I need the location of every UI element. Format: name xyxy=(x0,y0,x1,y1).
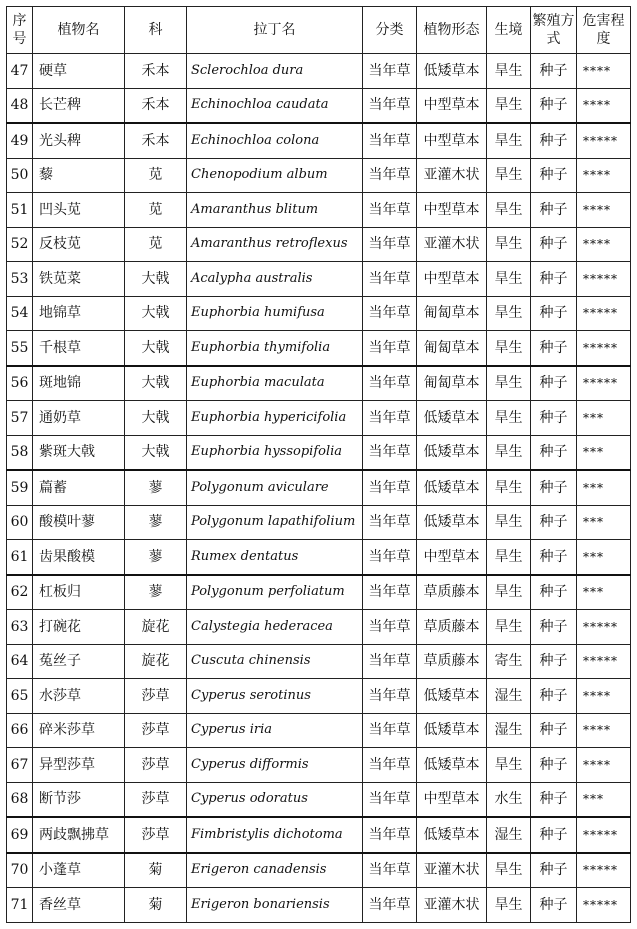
latin-name-cell: Polygonum lapathifolium xyxy=(187,505,363,540)
table-row xyxy=(7,505,631,540)
plant-form-cell: 草质藤本 xyxy=(417,610,487,645)
family-cell: 菊 xyxy=(125,888,187,923)
table-row xyxy=(7,331,631,366)
table-row xyxy=(7,644,631,679)
habitat-cell: 旱生 xyxy=(487,610,531,645)
serial-cell: 63 xyxy=(7,610,33,645)
category-cell: 当年草 xyxy=(363,540,417,575)
habitat-cell: 旱生 xyxy=(487,888,531,923)
latin-name-cell: Euphorbia humifusa xyxy=(187,296,363,331)
harm-level-cell: **** xyxy=(577,227,631,262)
habitat-cell: 旱生 xyxy=(487,227,531,262)
harm-level-cell: **** xyxy=(577,748,631,783)
serial-cell: 55 xyxy=(7,331,33,366)
habitat-cell: 旱生 xyxy=(487,54,531,89)
category-cell: 当年草 xyxy=(363,888,417,923)
harm-level-cell: *** xyxy=(577,470,631,505)
latin-name-cell: Amaranthus blitum xyxy=(187,193,363,228)
serial-cell: 71 xyxy=(7,888,33,923)
reproduction-cell: 种子 xyxy=(531,679,577,714)
table-header xyxy=(7,7,631,54)
reproduction-cell: 种子 xyxy=(531,540,577,575)
plant-name-cell: 硬草 xyxy=(33,54,125,89)
serial-cell: 53 xyxy=(7,262,33,297)
plant-name-cell: 断节莎 xyxy=(33,782,125,817)
plant-form-cell: 匍匐草本 xyxy=(417,296,487,331)
plant-form-cell: 低矮草本 xyxy=(417,748,487,783)
table-row xyxy=(7,748,631,783)
family-cell: 莎草 xyxy=(125,817,187,853)
reproduction-cell: 种子 xyxy=(531,575,577,610)
reproduction-cell: 种子 xyxy=(531,713,577,748)
header-harm-level: 危害程度 xyxy=(577,7,631,54)
category-cell: 当年草 xyxy=(363,713,417,748)
category-cell: 当年草 xyxy=(363,575,417,610)
reproduction-cell: 种子 xyxy=(531,610,577,645)
reproduction-cell: 种子 xyxy=(531,853,577,888)
latin-name-cell: Chenopodium album xyxy=(187,158,363,193)
habitat-cell: 旱生 xyxy=(487,262,531,297)
serial-cell: 58 xyxy=(7,435,33,470)
plant-table-sheet xyxy=(6,6,631,923)
reproduction-cell: 种子 xyxy=(531,505,577,540)
header-reproduction: 繁殖方式 xyxy=(531,7,577,54)
reproduction-cell: 种子 xyxy=(531,470,577,505)
family-cell: 莎草 xyxy=(125,782,187,817)
plant-name-cell: 地锦草 xyxy=(33,296,125,331)
header-family: 科 xyxy=(125,7,187,54)
plant-form-cell: 低矮草本 xyxy=(417,817,487,853)
family-cell: 蓼 xyxy=(125,575,187,610)
harm-level-cell: *** xyxy=(577,401,631,436)
latin-name-cell: Cyperus odoratus xyxy=(187,782,363,817)
table-row xyxy=(7,54,631,89)
reproduction-cell: 种子 xyxy=(531,331,577,366)
family-cell: 莎草 xyxy=(125,713,187,748)
habitat-cell: 旱生 xyxy=(487,540,531,575)
plant-form-cell: 中型草本 xyxy=(417,262,487,297)
serial-cell: 60 xyxy=(7,505,33,540)
family-cell: 菊 xyxy=(125,853,187,888)
header-plant-name: 植物名 xyxy=(33,7,125,54)
plant-form-cell: 草质藤本 xyxy=(417,644,487,679)
plant-form-cell: 匍匐草本 xyxy=(417,366,487,401)
family-cell: 大戟 xyxy=(125,401,187,436)
plant-form-cell: 亚灌木状 xyxy=(417,853,487,888)
serial-cell: 49 xyxy=(7,123,33,158)
harm-level-cell: *** xyxy=(577,782,631,817)
family-cell: 禾本 xyxy=(125,123,187,158)
plant-name-cell: 紫斑大戟 xyxy=(33,435,125,470)
reproduction-cell: 种子 xyxy=(531,817,577,853)
reproduction-cell: 种子 xyxy=(531,262,577,297)
header-latin-name: 拉丁名 xyxy=(187,7,363,54)
plant-name-cell: 酸模叶蓼 xyxy=(33,505,125,540)
plant-form-cell: 中型草本 xyxy=(417,88,487,123)
header-habitat: 生境 xyxy=(487,7,531,54)
plant-name-cell: 光头稗 xyxy=(33,123,125,158)
latin-name-cell: Cyperus iria xyxy=(187,713,363,748)
serial-cell: 52 xyxy=(7,227,33,262)
family-cell: 苋 xyxy=(125,227,187,262)
latin-name-cell: Euphorbia maculata xyxy=(187,366,363,401)
table-row xyxy=(7,713,631,748)
serial-cell: 50 xyxy=(7,158,33,193)
serial-cell: 64 xyxy=(7,644,33,679)
plant-name-cell: 碎米莎草 xyxy=(33,713,125,748)
table-row xyxy=(7,782,631,817)
table-row xyxy=(7,435,631,470)
harm-level-cell: *** xyxy=(577,505,631,540)
latin-name-cell: Echinochloa colona xyxy=(187,123,363,158)
table-row xyxy=(7,123,631,158)
habitat-cell: 旱生 xyxy=(487,88,531,123)
table-body xyxy=(7,54,631,923)
plant-name-cell: 萹蓄 xyxy=(33,470,125,505)
category-cell: 当年草 xyxy=(363,227,417,262)
latin-name-cell: Euphorbia thymifolia xyxy=(187,331,363,366)
plant-form-cell: 中型草本 xyxy=(417,123,487,158)
category-cell: 当年草 xyxy=(363,193,417,228)
serial-cell: 69 xyxy=(7,817,33,853)
family-cell: 苋 xyxy=(125,158,187,193)
family-cell: 蓼 xyxy=(125,505,187,540)
table-row xyxy=(7,88,631,123)
plant-name-cell: 铁苋菜 xyxy=(33,262,125,297)
plant-form-cell: 低矮草本 xyxy=(417,401,487,436)
reproduction-cell: 种子 xyxy=(531,123,577,158)
latin-name-cell: Fimbristylis dichotoma xyxy=(187,817,363,853)
plant-name-cell: 香丝草 xyxy=(33,888,125,923)
plant-name-cell: 藜 xyxy=(33,158,125,193)
latin-name-cell: Euphorbia hyssopifolia xyxy=(187,435,363,470)
plant-form-cell: 低矮草本 xyxy=(417,505,487,540)
habitat-cell: 旱生 xyxy=(487,193,531,228)
serial-cell: 68 xyxy=(7,782,33,817)
harm-level-cell: ***** xyxy=(577,331,631,366)
reproduction-cell: 种子 xyxy=(531,54,577,89)
category-cell: 当年草 xyxy=(363,435,417,470)
table-row xyxy=(7,679,631,714)
latin-name-cell: Amaranthus retroflexus xyxy=(187,227,363,262)
plant-form-cell: 亚灌木状 xyxy=(417,227,487,262)
latin-name-cell: Erigeron bonariensis xyxy=(187,888,363,923)
reproduction-cell: 种子 xyxy=(531,435,577,470)
table-row xyxy=(7,853,631,888)
table-row xyxy=(7,296,631,331)
plant-name-cell: 齿果酸模 xyxy=(33,540,125,575)
harm-level-cell: ***** xyxy=(577,644,631,679)
category-cell: 当年草 xyxy=(363,470,417,505)
category-cell: 当年草 xyxy=(363,88,417,123)
reproduction-cell: 种子 xyxy=(531,88,577,123)
harm-level-cell: **** xyxy=(577,88,631,123)
plant-form-cell: 低矮草本 xyxy=(417,679,487,714)
harm-level-cell: *** xyxy=(577,435,631,470)
harm-level-cell: **** xyxy=(577,54,631,89)
category-cell: 当年草 xyxy=(363,366,417,401)
table-row xyxy=(7,470,631,505)
serial-cell: 59 xyxy=(7,470,33,505)
latin-name-cell: Calystegia hederacea xyxy=(187,610,363,645)
plant-name-cell: 菟丝子 xyxy=(33,644,125,679)
plant-name-cell: 通奶草 xyxy=(33,401,125,436)
harm-level-cell: ***** xyxy=(577,123,631,158)
family-cell: 大戟 xyxy=(125,331,187,366)
harm-level-cell: **** xyxy=(577,679,631,714)
habitat-cell: 旱生 xyxy=(487,748,531,783)
family-cell: 旋花 xyxy=(125,610,187,645)
category-cell: 当年草 xyxy=(363,817,417,853)
plant-name-cell: 凹头苋 xyxy=(33,193,125,228)
table-row xyxy=(7,158,631,193)
serial-cell: 66 xyxy=(7,713,33,748)
reproduction-cell: 种子 xyxy=(531,401,577,436)
serial-cell: 67 xyxy=(7,748,33,783)
table-row xyxy=(7,610,631,645)
harm-level-cell: ***** xyxy=(577,817,631,853)
latin-name-cell: Cyperus difformis xyxy=(187,748,363,783)
family-cell: 蓼 xyxy=(125,540,187,575)
family-cell: 蓼 xyxy=(125,470,187,505)
harm-level-cell: **** xyxy=(577,713,631,748)
table-row xyxy=(7,888,631,923)
plant-form-cell: 低矮草本 xyxy=(417,470,487,505)
family-cell: 大戟 xyxy=(125,296,187,331)
plant-name-cell: 千根草 xyxy=(33,331,125,366)
serial-cell: 70 xyxy=(7,853,33,888)
table-row xyxy=(7,193,631,228)
serial-cell: 62 xyxy=(7,575,33,610)
reproduction-cell: 种子 xyxy=(531,158,577,193)
latin-name-cell: Erigeron canadensis xyxy=(187,853,363,888)
plant-name-cell: 反枝苋 xyxy=(33,227,125,262)
serial-cell: 54 xyxy=(7,296,33,331)
latin-name-cell: Cyperus serotinus xyxy=(187,679,363,714)
harm-level-cell: ***** xyxy=(577,853,631,888)
harm-level-cell: **** xyxy=(577,158,631,193)
latin-name-cell: Acalypha australis xyxy=(187,262,363,297)
plant-name-cell: 异型莎草 xyxy=(33,748,125,783)
habitat-cell: 寄生 xyxy=(487,644,531,679)
plant-name-cell: 杠板归 xyxy=(33,575,125,610)
plant-name-cell: 两歧飘拂草 xyxy=(33,817,125,853)
table-row xyxy=(7,401,631,436)
habitat-cell: 旱生 xyxy=(487,296,531,331)
habitat-cell: 旱生 xyxy=(487,401,531,436)
category-cell: 当年草 xyxy=(363,331,417,366)
habitat-cell: 旱生 xyxy=(487,853,531,888)
table-row xyxy=(7,366,631,401)
habitat-cell: 湿生 xyxy=(487,679,531,714)
harm-level-cell: ***** xyxy=(577,296,631,331)
plant-form-cell: 中型草本 xyxy=(417,540,487,575)
habitat-cell: 湿生 xyxy=(487,817,531,853)
reproduction-cell: 种子 xyxy=(531,193,577,228)
family-cell: 大戟 xyxy=(125,262,187,297)
serial-cell: 47 xyxy=(7,54,33,89)
header-plant-form: 植物形态 xyxy=(417,7,487,54)
harm-level-cell: ***** xyxy=(577,262,631,297)
plant-form-cell: 低矮草本 xyxy=(417,435,487,470)
header-row xyxy=(7,7,631,54)
latin-name-cell: Sclerochloa dura xyxy=(187,54,363,89)
reproduction-cell: 种子 xyxy=(531,888,577,923)
category-cell: 当年草 xyxy=(363,158,417,193)
harm-level-cell: **** xyxy=(577,193,631,228)
serial-cell: 48 xyxy=(7,88,33,123)
family-cell: 苋 xyxy=(125,193,187,228)
category-cell: 当年草 xyxy=(363,123,417,158)
reproduction-cell: 种子 xyxy=(531,748,577,783)
plant-form-cell: 亚灌木状 xyxy=(417,158,487,193)
category-cell: 当年草 xyxy=(363,679,417,714)
serial-cell: 61 xyxy=(7,540,33,575)
serial-cell: 57 xyxy=(7,401,33,436)
plant-name-cell: 长芒稗 xyxy=(33,88,125,123)
category-cell: 当年草 xyxy=(363,644,417,679)
table-row xyxy=(7,227,631,262)
reproduction-cell: 种子 xyxy=(531,227,577,262)
habitat-cell: 湿生 xyxy=(487,713,531,748)
plant-form-cell: 低矮草本 xyxy=(417,713,487,748)
family-cell: 旋花 xyxy=(125,644,187,679)
habitat-cell: 旱生 xyxy=(487,575,531,610)
reproduction-cell: 种子 xyxy=(531,644,577,679)
family-cell: 禾本 xyxy=(125,88,187,123)
family-cell: 莎草 xyxy=(125,679,187,714)
family-cell: 大戟 xyxy=(125,366,187,401)
harm-level-cell: *** xyxy=(577,540,631,575)
reproduction-cell: 种子 xyxy=(531,296,577,331)
latin-name-cell: Euphorbia hypericifolia xyxy=(187,401,363,436)
plant-name-cell: 打碗花 xyxy=(33,610,125,645)
plant-form-cell: 草质藤本 xyxy=(417,575,487,610)
family-cell: 大戟 xyxy=(125,435,187,470)
habitat-cell: 旱生 xyxy=(487,366,531,401)
plant-name-cell: 小蓬草 xyxy=(33,853,125,888)
plant-form-cell: 匍匐草本 xyxy=(417,331,487,366)
category-cell: 当年草 xyxy=(363,853,417,888)
habitat-cell: 水生 xyxy=(487,782,531,817)
harm-level-cell: *** xyxy=(577,575,631,610)
plant-form-cell: 亚灌木状 xyxy=(417,888,487,923)
harm-level-cell: ***** xyxy=(577,610,631,645)
reproduction-cell: 种子 xyxy=(531,782,577,817)
category-cell: 当年草 xyxy=(363,782,417,817)
plant-name-cell: 斑地锦 xyxy=(33,366,125,401)
plant-form-cell: 中型草本 xyxy=(417,782,487,817)
harm-level-cell: ***** xyxy=(577,366,631,401)
latin-name-cell: Echinochloa caudata xyxy=(187,88,363,123)
plant-form-cell: 低矮草本 xyxy=(417,54,487,89)
category-cell: 当年草 xyxy=(363,296,417,331)
harm-level-cell: ***** xyxy=(577,888,631,923)
latin-name-cell: Polygonum aviculare xyxy=(187,470,363,505)
table-row xyxy=(7,540,631,575)
family-cell: 莎草 xyxy=(125,748,187,783)
serial-cell: 51 xyxy=(7,193,33,228)
category-cell: 当年草 xyxy=(363,505,417,540)
category-cell: 当年草 xyxy=(363,748,417,783)
category-cell: 当年草 xyxy=(363,262,417,297)
habitat-cell: 旱生 xyxy=(487,123,531,158)
family-cell: 禾本 xyxy=(125,54,187,89)
header-serial: 序号 xyxy=(7,7,33,54)
habitat-cell: 旱生 xyxy=(487,505,531,540)
reproduction-cell: 种子 xyxy=(531,366,577,401)
serial-cell: 65 xyxy=(7,679,33,714)
header-category: 分类 xyxy=(363,7,417,54)
serial-cell: 56 xyxy=(7,366,33,401)
table-row xyxy=(7,575,631,610)
table-row xyxy=(7,262,631,297)
latin-name-cell: Cuscuta chinensis xyxy=(187,644,363,679)
latin-name-cell: Rumex dentatus xyxy=(187,540,363,575)
habitat-cell: 旱生 xyxy=(487,435,531,470)
habitat-cell: 旱生 xyxy=(487,470,531,505)
table-row xyxy=(7,817,631,853)
category-cell: 当年草 xyxy=(363,54,417,89)
plant-name-cell: 水莎草 xyxy=(33,679,125,714)
weed-species-table xyxy=(6,6,631,923)
category-cell: 当年草 xyxy=(363,401,417,436)
habitat-cell: 旱生 xyxy=(487,158,531,193)
latin-name-cell: Polygonum perfoliatum xyxy=(187,575,363,610)
plant-form-cell: 中型草本 xyxy=(417,193,487,228)
habitat-cell: 旱生 xyxy=(487,331,531,366)
category-cell: 当年草 xyxy=(363,610,417,645)
